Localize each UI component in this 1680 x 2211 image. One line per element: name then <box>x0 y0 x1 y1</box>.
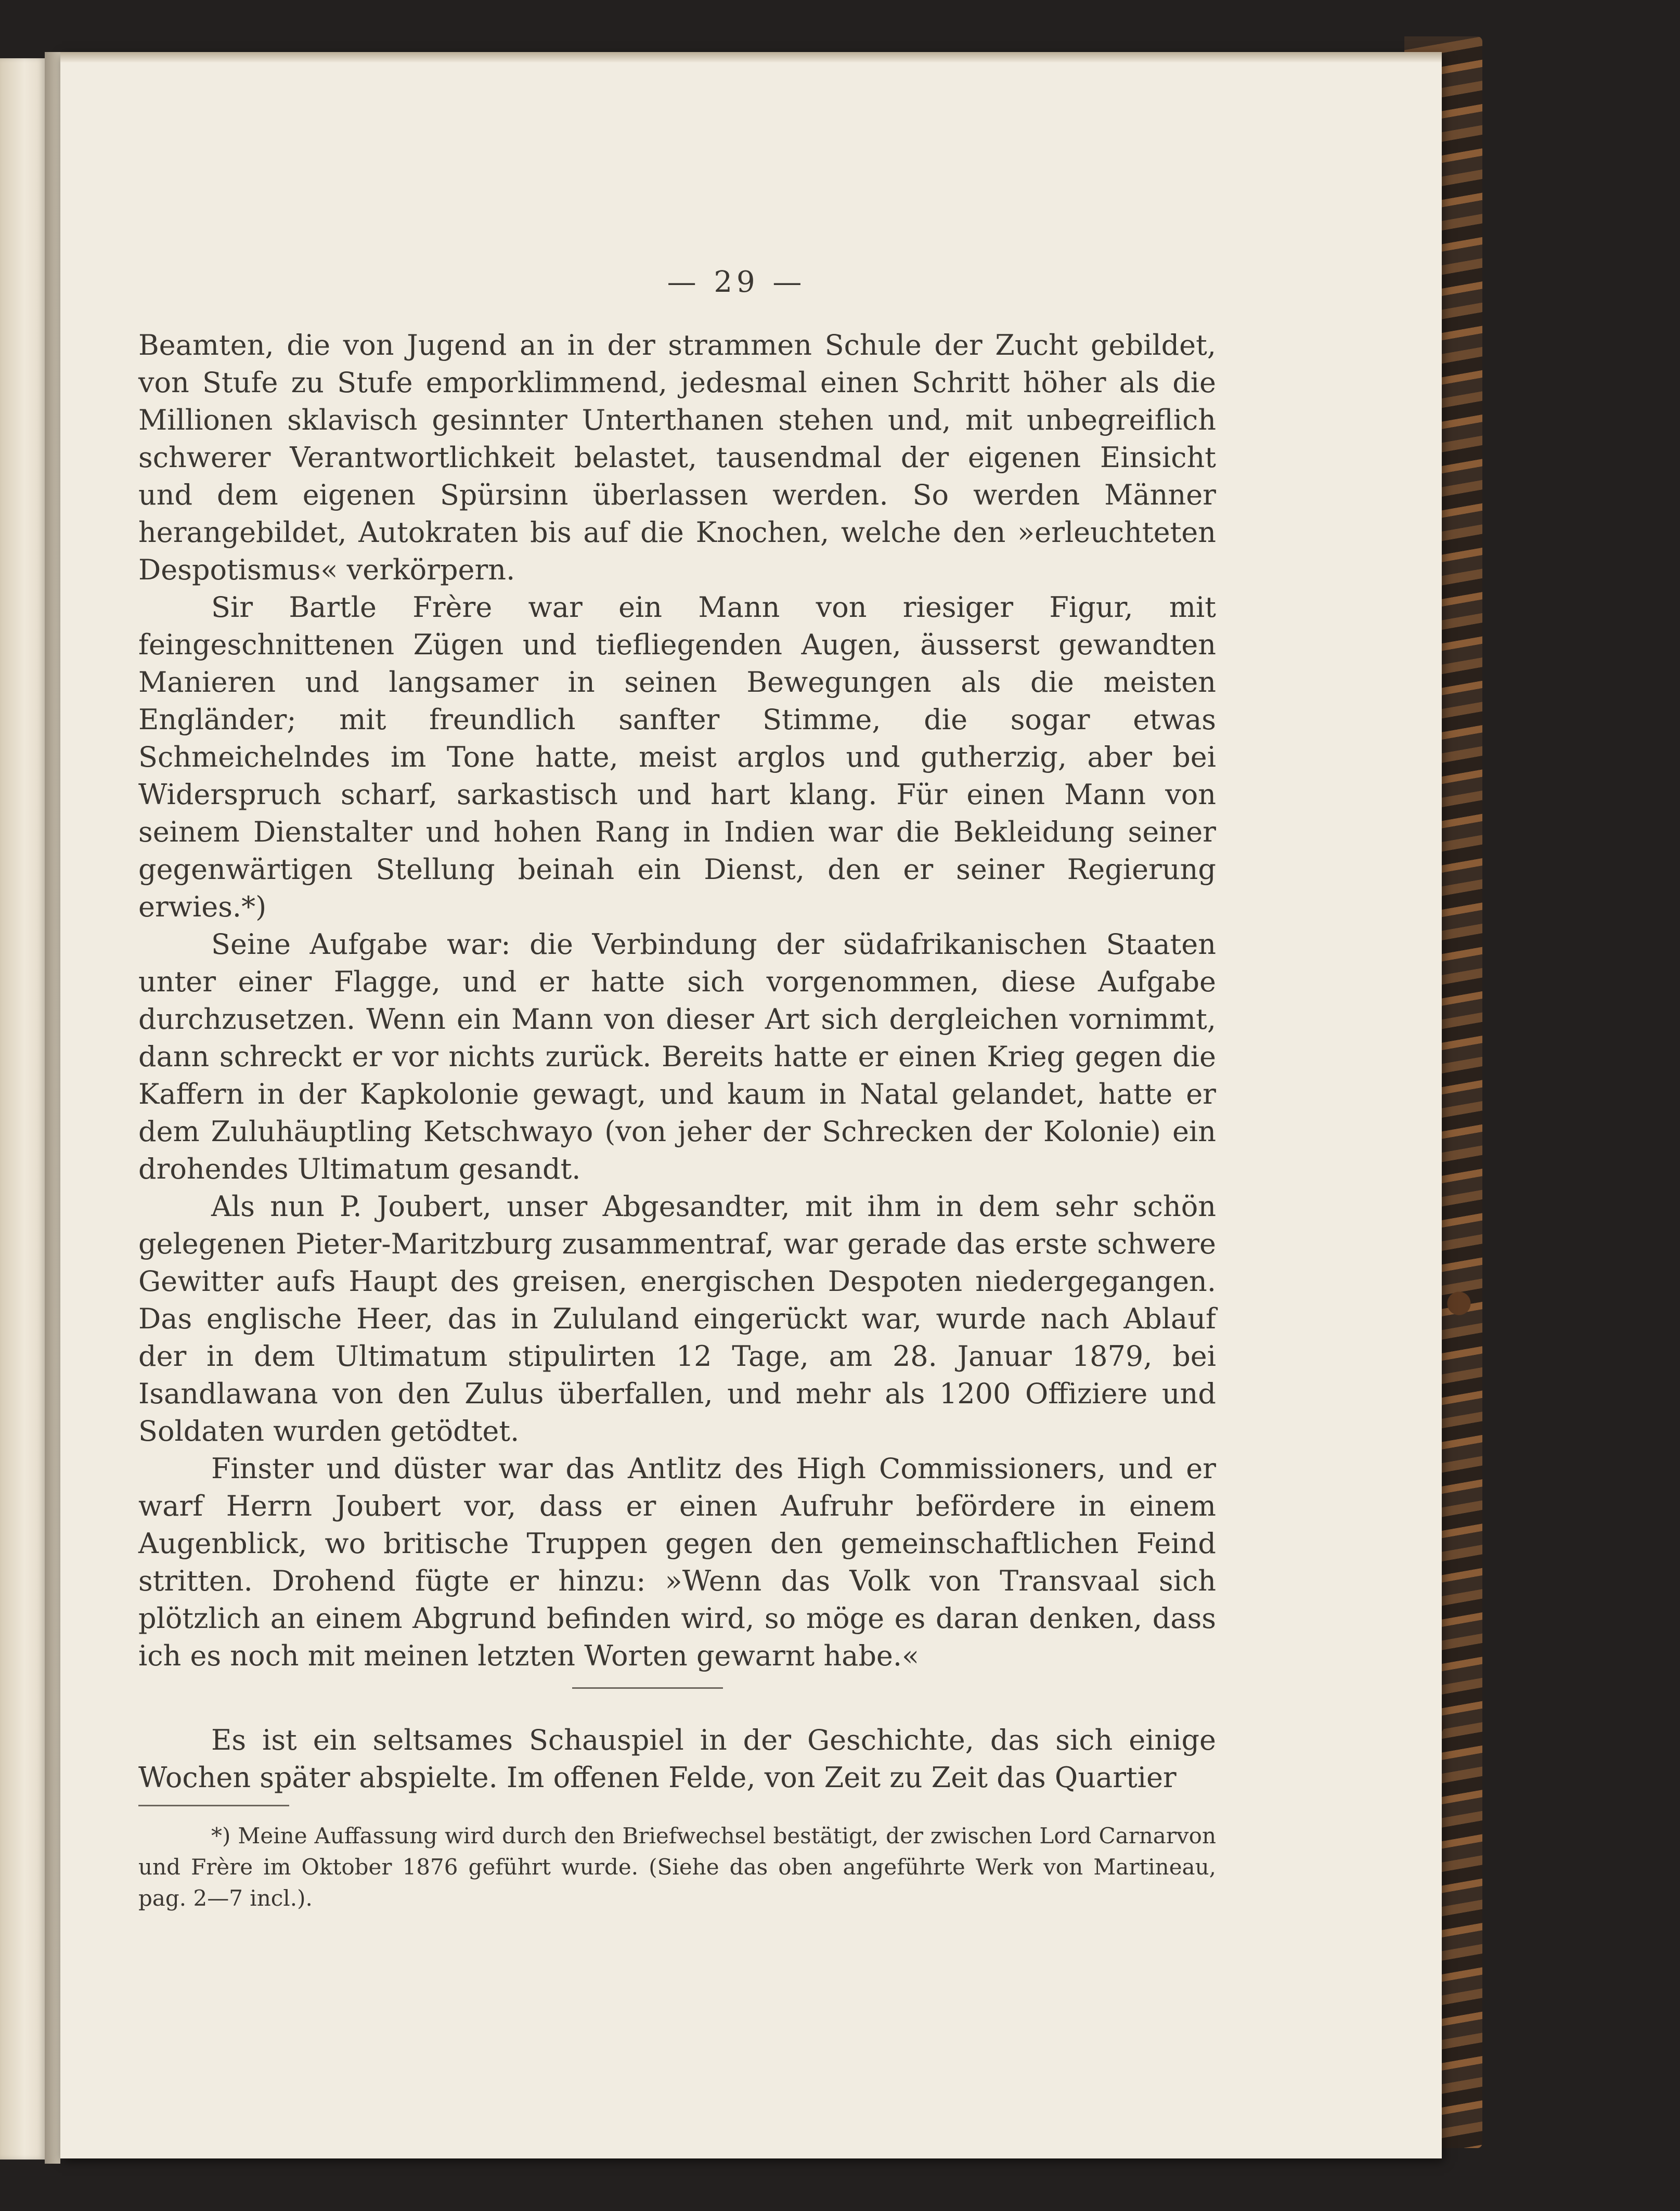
facing-page-edge <box>0 58 45 2160</box>
page-top-edge <box>60 52 1442 62</box>
paragraph: Seine Aufgabe war: die Verbindung der südafrikanischen Staaten unter einer Flagge, und er hatte sich vorgenommen, diese Aufgabe durchzusetzen. Wenn ein Mann von dieser Art sich dergleichen vornimmt, dann schreckt er vor nichts zurück. Bereits hatte er einen Krieg gegen die Kaffern in der Kapkolonie gewagt, und kaum in Natal gelandet, hatte er dem Zuluhäuptling Ketschwayo (von jeher der Schrecken der Kolonie) ein drohendes Ultimatum gesandt. <box>138 928 1216 1185</box>
paragraph: Beamten, die von Jugend an in der strammen Schule der Zucht gebildet, von Stufe zu Stufe emporklimmend, jedesmal einen Schritt höher als die Millionen sklavisch gesinnter Unterthanen stehen und, mit unbegreiflich schwerer Verantwortlichkeit belastet, tausendmal der eigenen Einsicht und dem eigenen Spürsinn überlassen werden. So werden Männer herangebildet, Autokraten bis auf die Knochen, welche den »erleuchteten Despotismus« verkörpern. <box>138 329 1216 586</box>
paragraph: Finster und düster war das Antlitz des High Commissioners, und er warf Herrn Joubert vor, dass er einen Aufruhr befördere in einem Augenblick, wo britische Truppen gegen den gemeinschaftlichen Feind stritten. Drohend fügte er hinzu: »Wenn das Volk von Transvaal sich plötzlich an einem Abgrund befinden wird, so möge es daran denken, dass ich es noch mit meinen letzten Worten gewarnt habe.« <box>138 1452 1216 1672</box>
paragraph: Es ist ein seltsames Schauspiel in der Geschichte, das sich einige Wochen später abspielte. Im offenen Felde, von Zeit zu Zeit das Quartier <box>138 1724 1216 1794</box>
page-number: — 29 — <box>667 265 806 299</box>
main-text <box>138 327 1216 1675</box>
footnote: *) Meine Auffassung wird durch den Briefwechsel bestätigt, der zwischen Lord Carnarvon und Frère im Oktober 1876 geführt wurde. (Siehe das oben angeführte Werk von Martineau, pag. 2—7 incl.). <box>138 1823 1216 1911</box>
footnote-divider <box>138 1805 289 1806</box>
book-gutter <box>45 52 60 2164</box>
paragraph: Sir Bartle Frère war ein Mann von riesiger Figur, mit feingeschnittenen Zügen und tiefliegenden Augen, äusserst gewandten Manieren und langsamer in seinen Bewegungen als die meisten Engländer; mit freundlich sanfter Stimme, die sogar etwas Schmeichelndes im Tone hatte, meist arglos und gutherzig, aber bei Widerspruch scharf, sarkastisch und hart klang. Für einen Mann von seinem Dienstalter und hohen Rang in Indien war die Bekleidung seiner gegenwärtigen Stellung beinah ein Dienst, den er seiner Regierung erwies.*) <box>138 591 1216 923</box>
paragraph: Als nun P. Joubert, unser Abgesandter, mit ihm in dem sehr schön gelegenen Pieter-Maritzburg zusammentraf, war gerade das erste schwere Gewitter aufs Haupt des greisen, energischen Despoten niedergegangen. Das englische Heer, das in Zululand eingerückt war, wurde nach Ablauf der in dem Ultimatum stipulirten 12 Tage, am 28. Januar 1879, bei Isandlawana von den Zulus überfallen, und mehr als 1200 Offiziere und Soldaten wurden getödtet. <box>138 1190 1216 1447</box>
section-text <box>138 1722 1216 1796</box>
section-divider <box>572 1687 723 1689</box>
